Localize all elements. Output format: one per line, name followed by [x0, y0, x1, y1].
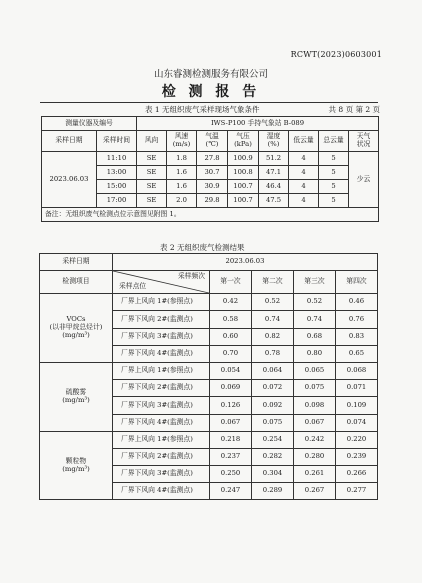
weather-cell: 30.7 [197, 166, 228, 180]
test-item-line: VOCs [66, 315, 86, 324]
result-value: 0.109 [336, 397, 378, 414]
result-value: 0.247 [210, 483, 252, 500]
weather-cell: 4 [289, 194, 319, 208]
result-value: 0.064 [252, 362, 294, 379]
result-value: 0.74 [252, 311, 294, 328]
weather-header-cell: 气温 (℃) [197, 131, 228, 152]
weather-header-cell: 采样日期 [42, 131, 97, 152]
sampling-point: 厂界上风向 1#(参照点) [113, 294, 210, 311]
weather-header-cell: 风向 [137, 131, 167, 152]
weather-cell: 11:10 [97, 152, 137, 166]
weather-header-row [42, 131, 379, 152]
sampling-point: 厂界下风向 4#(监测点) [113, 414, 210, 431]
instrument-value: IWS-P100 手持气象站 B-089 [137, 117, 379, 131]
result-value: 0.254 [252, 431, 294, 448]
weather-header-cell: 气压 (kPa) [228, 131, 259, 152]
result-value: 0.289 [252, 483, 294, 500]
result-value: 0.250 [210, 466, 252, 483]
result-value: 0.42 [210, 294, 252, 311]
weather-date: 2023.06.03 [42, 152, 97, 208]
result-value: 0.74 [294, 311, 336, 328]
result-value: 0.68 [294, 328, 336, 345]
sampling-point: 厂界下风向 3#(监测点) [113, 328, 210, 345]
weather-cell: 100.7 [228, 180, 259, 194]
result-value: 0.067 [294, 414, 336, 431]
weather-cell: 47.1 [259, 166, 289, 180]
result-value: 0.46 [336, 294, 378, 311]
sampling-point: 厂界下风向 2#(监测点) [113, 380, 210, 397]
result-value: 0.304 [252, 466, 294, 483]
result-value: 0.80 [294, 345, 336, 362]
sampling-point: 厂界下风向 4#(监测点) [113, 483, 210, 500]
result-value: 0.074 [336, 414, 378, 431]
weather-cell: 4 [289, 180, 319, 194]
weather-header-cell: 天气 状况 [349, 131, 379, 152]
result-value: 0.065 [294, 362, 336, 379]
weather-cell: 100.8 [228, 166, 259, 180]
date-value: 2023.06.03 [113, 254, 378, 271]
result-value: 0.282 [252, 448, 294, 465]
instrument-label: 测量仪器及编号 [42, 117, 137, 131]
sampling-point: 厂界下风向 4#(监测点) [113, 345, 210, 362]
freq-header-cell: 第四次 [336, 271, 378, 294]
result-value: 0.075 [252, 414, 294, 431]
result-value: 0.267 [294, 483, 336, 500]
weather-cell: 5 [319, 152, 349, 166]
sampling-point: 厂界上风向 1#(参照点) [113, 431, 210, 448]
weather-header-cell: 风速 (m/s) [167, 131, 197, 152]
weather-cell: 27.8 [197, 152, 228, 166]
weather-row [42, 152, 379, 166]
table1-note: 备注：无组织废气检测点位示意图见附图 1。 [42, 208, 379, 222]
weather-condition: 少云 [349, 152, 379, 208]
weather-cell: 29.8 [197, 194, 228, 208]
weather-cell: SE [137, 180, 167, 194]
weather-cell: 4 [289, 166, 319, 180]
result-value: 0.65 [336, 345, 378, 362]
sampling-point: 厂界下风向 3#(监测点) [113, 466, 210, 483]
weather-table [41, 116, 379, 222]
freq-label: 采样频次 [177, 272, 205, 281]
result-value: 0.70 [210, 345, 252, 362]
result-value: 0.075 [294, 380, 336, 397]
table2-caption: 表 2 无组织废气检测结果 [160, 243, 245, 252]
result-value: 0.072 [252, 380, 294, 397]
weather-cell: 5 [319, 166, 349, 180]
weather-cell: 4 [289, 152, 319, 166]
result-value: 0.52 [252, 294, 294, 311]
result-value: 0.60 [210, 328, 252, 345]
weather-cell: 5 [319, 194, 349, 208]
freq-header-cell: 第二次 [252, 271, 294, 294]
page-info: 共 8 页 第 2 页 [328, 105, 380, 114]
result-value: 0.054 [210, 362, 252, 379]
weather-cell: 30.9 [197, 180, 228, 194]
weather-cell: 15:00 [97, 180, 137, 194]
result-value: 0.068 [336, 362, 378, 379]
results-table [39, 253, 378, 500]
result-value: 0.239 [336, 448, 378, 465]
test-item [40, 431, 113, 500]
company-name: 山东睿测检测服务有限公司 [153, 69, 268, 80]
result-value: 0.266 [336, 466, 378, 483]
sampling-point: 厂界下风向 3#(监测点) [113, 397, 210, 414]
freq-header-cell: 第一次 [210, 271, 252, 294]
result-value: 0.83 [336, 328, 378, 345]
point-label: 采样点位 [119, 282, 147, 291]
weather-cell: 1.6 [167, 166, 197, 180]
weather-cell: 1.6 [167, 180, 197, 194]
report-number: RCWT(2023)0603001 [290, 50, 382, 59]
test-item-line: (mg/m³) [62, 395, 90, 404]
freq-header-cell: 第三次 [294, 271, 336, 294]
report-title: 检 测 报 告 [161, 84, 261, 100]
result-value: 0.52 [294, 294, 336, 311]
test-item-line: 颗粒物 [65, 456, 87, 465]
weather-cell: 13:00 [97, 166, 137, 180]
test-item [40, 362, 113, 431]
weather-cell: SE [137, 166, 167, 180]
table1-caption: 表 1 无组织废气采样现场气象条件 [145, 105, 260, 114]
result-value: 0.092 [252, 397, 294, 414]
weather-cell: 100.9 [228, 152, 259, 166]
sampling-point: 厂界下风向 2#(监测点) [113, 448, 210, 465]
result-value: 0.069 [210, 380, 252, 397]
result-value: 0.76 [336, 311, 378, 328]
result-value: 0.126 [210, 397, 252, 414]
weather-cell: 5 [319, 180, 349, 194]
sampling-point: 厂界下风向 2#(监测点) [113, 311, 210, 328]
result-value: 0.261 [294, 466, 336, 483]
result-value: 0.098 [294, 397, 336, 414]
weather-cell: 1.8 [167, 152, 197, 166]
test-item [40, 294, 113, 363]
weather-cell: 47.5 [259, 194, 289, 208]
diagonal-header-cell [113, 271, 210, 294]
result-value: 0.220 [336, 431, 378, 448]
test-item-line: (以非甲烷总烃计) [49, 323, 103, 332]
result-value: 0.82 [252, 328, 294, 345]
test-item-line: (mg/m³) [62, 464, 90, 473]
weather-cell: 17:00 [97, 194, 137, 208]
weather-cell: SE [137, 194, 167, 208]
weather-cell: 46.4 [259, 180, 289, 194]
result-value: 0.58 [210, 311, 252, 328]
item-label: 检测项目 [40, 271, 113, 294]
weather-header-cell: 湿度 (%) [259, 131, 289, 152]
result-row [40, 294, 378, 311]
result-value: 0.067 [210, 414, 252, 431]
result-value: 0.237 [210, 448, 252, 465]
weather-cell: 100.7 [228, 194, 259, 208]
result-value: 0.78 [252, 345, 294, 362]
result-value: 0.242 [294, 431, 336, 448]
weather-header-cell: 采样时间 [97, 131, 137, 152]
weather-header-cell: 低云量 [289, 131, 319, 152]
weather-header-cell: 总云量 [319, 131, 349, 152]
weather-cell: 51.2 [259, 152, 289, 166]
date-label: 采样日期 [40, 254, 113, 271]
weather-cell: SE [137, 152, 167, 166]
result-row [40, 362, 378, 379]
weather-cell: 2.0 [167, 194, 197, 208]
test-item-line: 硫酸雾 [65, 388, 87, 396]
sampling-point: 厂界上风向 1#(参照点) [113, 362, 210, 379]
result-value: 0.071 [336, 380, 378, 397]
result-value: 0.218 [210, 431, 252, 448]
result-value: 0.280 [294, 448, 336, 465]
header-rule [40, 102, 378, 103]
test-item-line: (mg/m³) [62, 330, 90, 339]
result-value: 0.277 [336, 483, 378, 500]
result-row [40, 431, 378, 448]
